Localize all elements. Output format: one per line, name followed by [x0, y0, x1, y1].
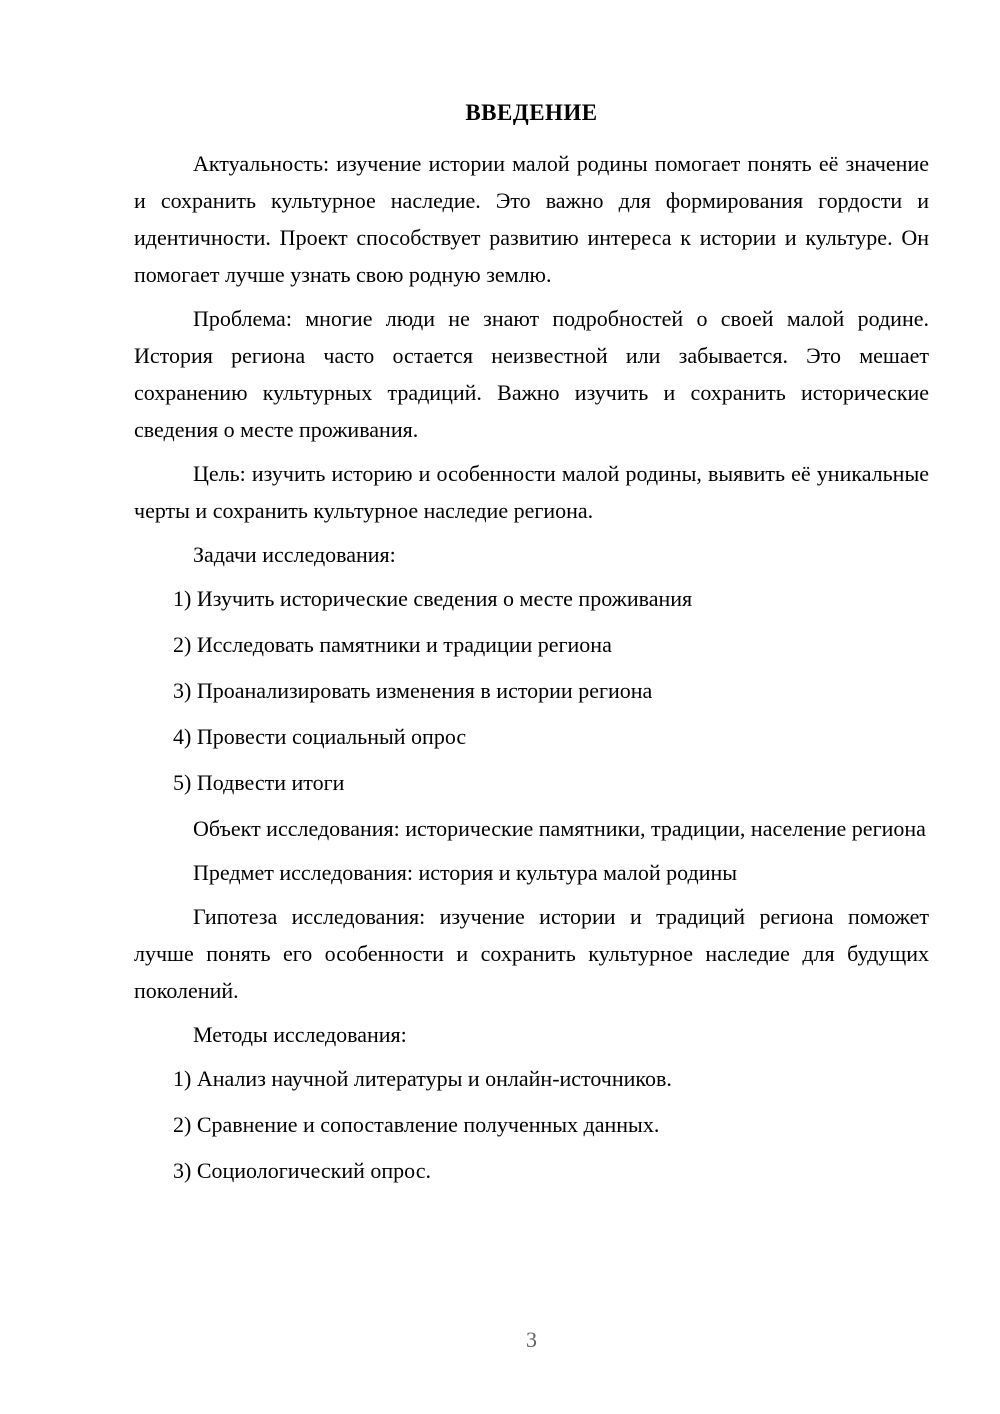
- paragraph-tsel: Цель: изучить историю и особенности малой родины, выявить её уникальные черты и сохранить культурное наследие региона.: [134, 461, 929, 523]
- method-item-1: 1) Анализ научной литературы и онлайн-источников.: [173, 1066, 672, 1091]
- task-item-2: 2) Исследовать памятники и традиции региона: [173, 632, 612, 657]
- task-item-1: 1) Изучить исторические сведения о месте проживания: [173, 586, 693, 611]
- method-item-2: 2) Сравнение и сопоставление полученных данных.: [173, 1112, 660, 1137]
- paragraph-aktualnost: Актуальность: изучение истории малой родины помогает понять её значение и сохранить культурное наследие. Это важно для формирования гордости и идентичности. Проект способствует развитию интереса к истории и культуре. Он помогает лучше узнать свою родную землю.: [134, 151, 929, 287]
- page-number: 3: [526, 1327, 537, 1352]
- paragraph-problema: Проблема: многие люди не знают подробностей о своей малой родине. История региона часто остается неизвестной или забывается. Это мешает сохранению культурных традиций. Важно изучить и сохранить исторические сведения о месте проживания.: [134, 306, 929, 442]
- paragraph-obekt: Объект исследования: исторические памятники, традиции, население региона: [193, 816, 926, 841]
- task-item-5: 5) Подвести итоги: [173, 770, 345, 795]
- paragraph-gipoteza: Гипотеза исследования: изучение истории и традиций региона поможет лучше понять его особенности и сохранить культурное наследие для будущих поколений.: [134, 904, 929, 1003]
- tasks-heading: Задачи исследования:: [193, 542, 396, 567]
- method-item-3: 3) Социологический опрос.: [173, 1158, 431, 1183]
- paragraph-predmet: Предмет исследования: история и культура малой родины: [193, 860, 738, 885]
- methods-heading: Методы исследования:: [193, 1022, 407, 1047]
- task-item-4: 4) Провести социальный опрос: [173, 724, 467, 749]
- document-title: ВВЕДЕНИЕ: [465, 100, 598, 125]
- task-item-3: 3) Проанализировать изменения в истории региона: [173, 678, 653, 703]
